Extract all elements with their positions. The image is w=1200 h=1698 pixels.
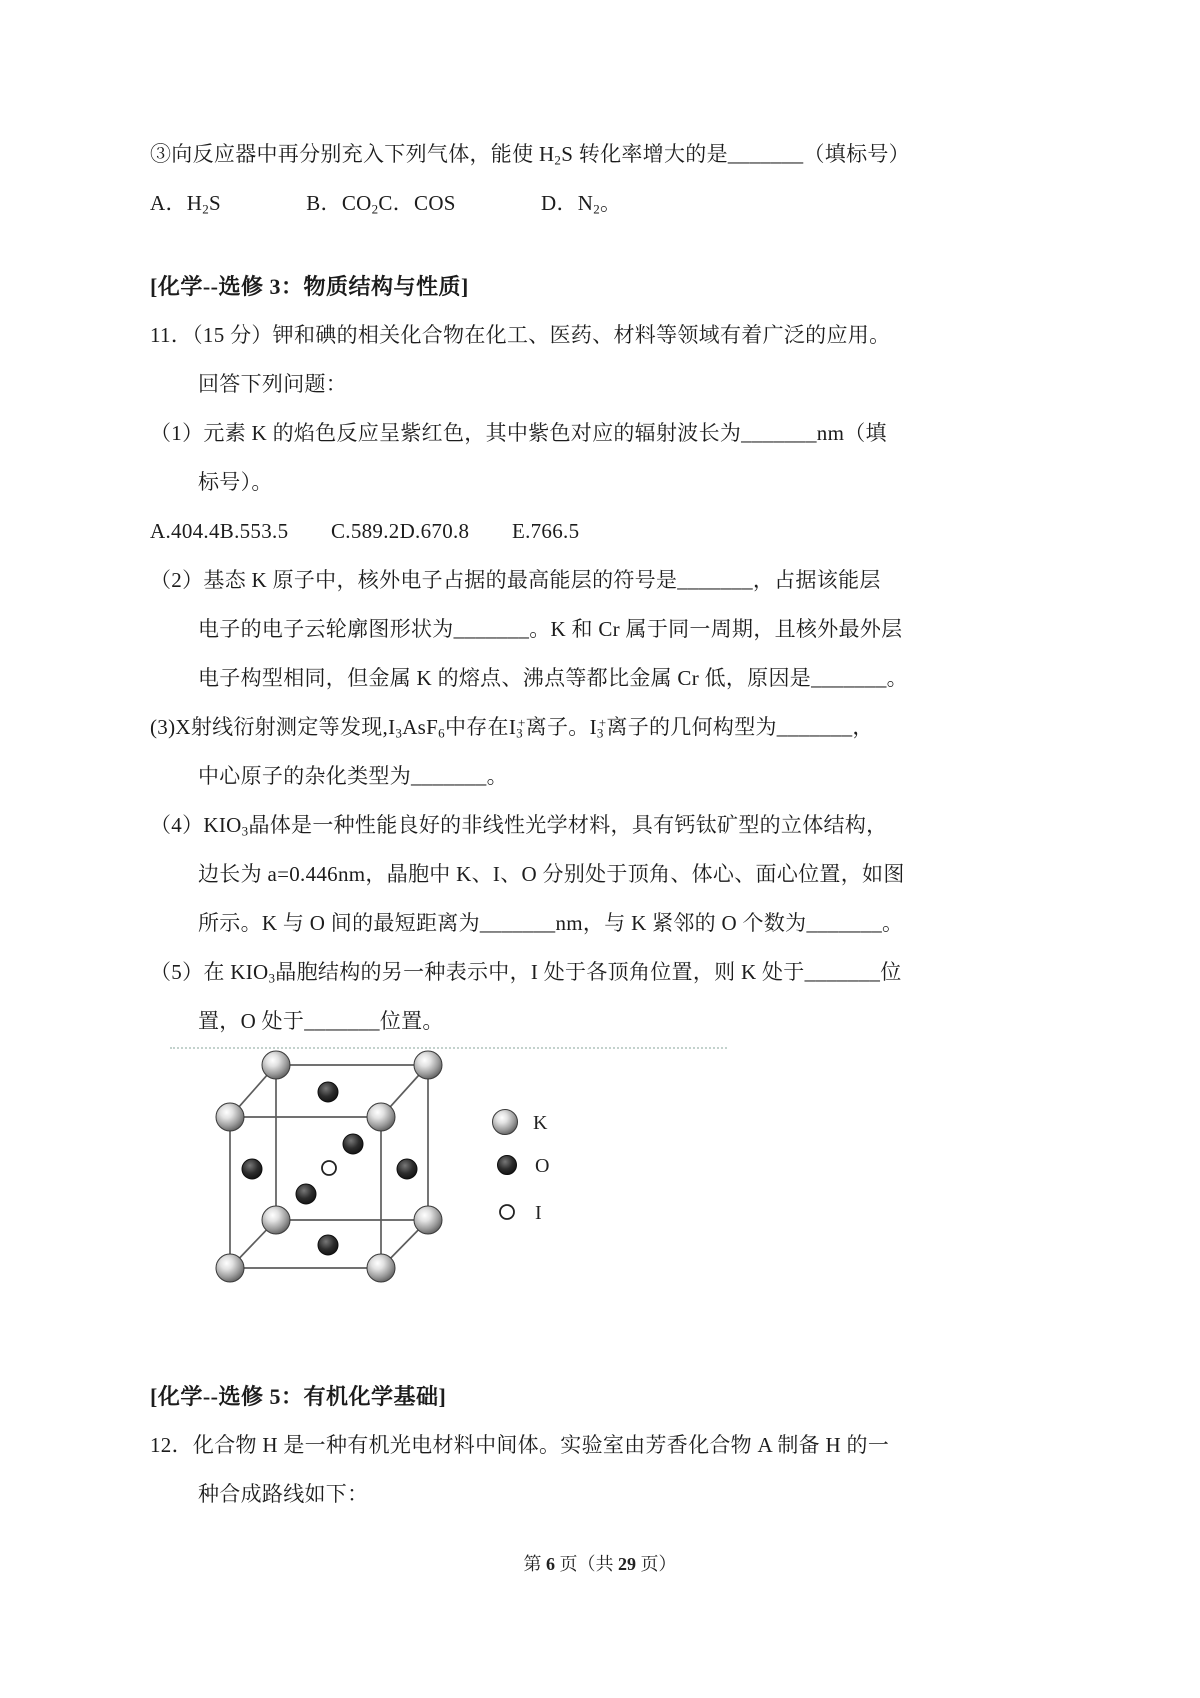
o-atom: [296, 1184, 316, 1204]
question-text-block-top: [150, 130, 1060, 1046]
k-atom: [216, 1254, 244, 1282]
q12-intro-line1: 12．化合物 H 是一种有机光电材料中间体。实验室由芳香化合物 A 制备 H 的一: [150, 1433, 890, 1457]
legend-o-symbol: [498, 1156, 517, 1175]
q11-2-line1: （2）基态 K 原子中，核外电子占据的最高能层的符号是_______，占据该能层: [150, 568, 881, 592]
q11-3-line1: (3)X射线衍射测定等发现$,I_3AsF_6$中存在$I_3^+$离子。$I_3^+$离子的几何构型为_______，: [150, 714, 874, 741]
o-atom: [318, 1235, 338, 1255]
i-atom: [322, 1161, 336, 1175]
k-atom: [262, 1206, 290, 1234]
legend-k-symbol: [493, 1110, 518, 1135]
k-atom: [216, 1103, 244, 1131]
q11-4-line1: $(4)KIO_3$晶体是一种性能良好的非线性光学材料，具有钙钛矿型的立体结构，: [150, 813, 888, 839]
o-atom: [242, 1159, 262, 1179]
k-atom: [414, 1206, 442, 1234]
section-heading-elective-3: [化学--选修 3：物质结构与性质]: [150, 274, 469, 299]
q11-1-line2: 标号）。: [198, 470, 273, 494]
q11-prompt: 回答下列问题：: [198, 372, 348, 396]
legend-label-K: K: [533, 1112, 548, 1134]
o-atom: [318, 1082, 338, 1102]
section-heading-elective-5: [化学--选修 5：有机化学基础]: [150, 1384, 447, 1409]
legend-label-O: O: [535, 1155, 550, 1177]
legend-i-symbol: [500, 1205, 514, 1219]
q11-2-line3: 电子构型相同，但金属 K 的熔点、沸点等都比金属 Cr 低，原因是_______。: [198, 666, 908, 690]
figure-legend: [493, 1110, 550, 1225]
q10-sub3-options: A．$H_2S$ B．$CO_2C$．COS D．$N_2$。: [150, 191, 622, 217]
q11-1-line1: （1）元素 K 的焰色反应呈紫红色，其中紫色对应的辐射波长为_______nm（填: [150, 421, 887, 445]
q11-4-line2: 边长为 a=0.446nm，晶胞中 K、I、O 分别处于顶角、体心、面心位置，如图: [198, 862, 905, 886]
q11-5-line2: 置，O 处于_______位置。: [198, 1009, 444, 1033]
k-atom: [367, 1254, 395, 1282]
q11-1-options: A.404.4B.553.5 C.589.2D.670.8 E.766.5: [150, 519, 580, 543]
o-atom: [397, 1159, 417, 1179]
q11-5-line1: （5）在 $KIO_3$晶胞结构的另一种表示中，I 处于各顶角位置，则 K 处于_______位: [150, 960, 902, 986]
o-atom: [343, 1134, 363, 1154]
q11-intro: 11．（15 分）钾和碘的相关化合物在化工、医药、材料等领域有着广泛的应用。: [150, 323, 891, 347]
q11-4-line3: 所示。K 与 O 间的最短距离为_______nm，与 K 紧邻的 O 个数为_______。: [198, 911, 904, 935]
q12-intro-line2: 种合成路线如下：: [198, 1482, 369, 1506]
k-atom: [262, 1051, 290, 1079]
q11-2-line2: 电子的电子云轮廓图形状为_______。K 和 Cr 属于同一周期，且核外最外层: [198, 617, 903, 641]
crystal-structure-figure: [180, 1040, 580, 1305]
k-atom: [414, 1051, 442, 1079]
k-atom: [367, 1103, 395, 1131]
page-number: 第 6 页（共 29 页）: [523, 1554, 677, 1574]
legend-label-I: I: [535, 1202, 542, 1224]
question-text-block-bottom: [150, 1372, 1060, 1519]
q10-sub3-statement: ③向反应器中再分别充入下列气体，能使 $H_2S$ 转化率增大的是_______（填标号）: [150, 142, 910, 168]
q11-3-line2: 中心原子的杂化类型为_______。: [198, 764, 508, 788]
